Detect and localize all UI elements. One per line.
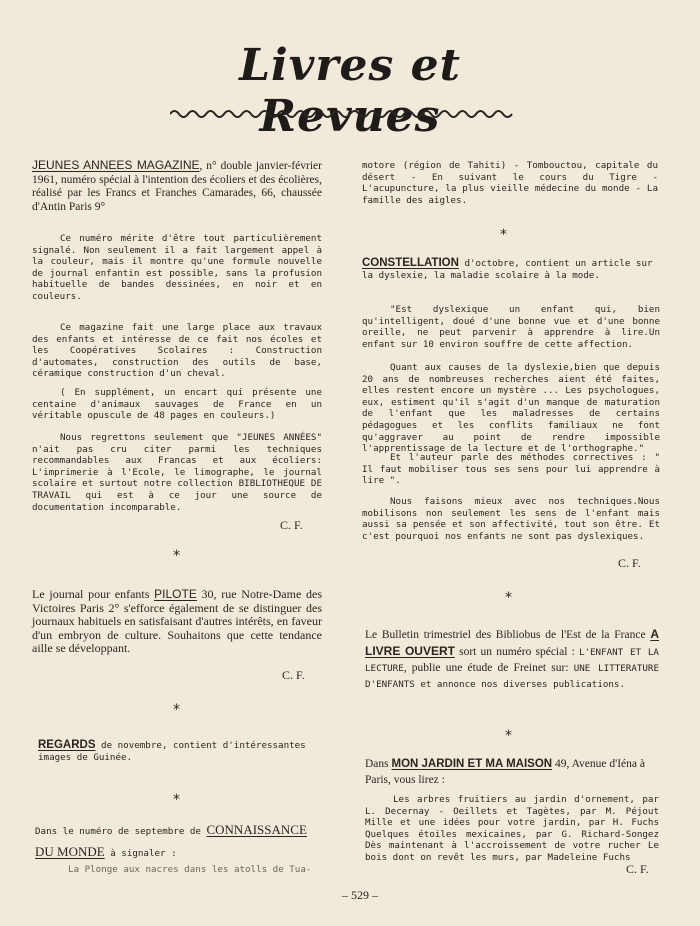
jeunes-annees-p1: Ce numéro mérite d'être tout particulièrement signalé. Non seulement il a fait largement appel à la couleur, mais il montre qu'une formule nouvelle de journal enfantin est possible, sans la profusion habituelle de bandes dessinées, en noir et en couleurs. (32, 233, 322, 302)
constellation-title: CONSTELLATION (362, 257, 459, 269)
page-title: Livres et Revues (239, 40, 461, 142)
page-number: – 529 – (342, 888, 378, 902)
signature: C. F. (282, 668, 305, 682)
separator-star: * (505, 728, 512, 744)
jeunes-annees-intro: JEUNES ANNEES MAGAZINE, n° double janvier-février 1961, numéro spécial à l'intention des écoliers et des écolières, réalisé par les Francs et Franches Camarades, 66, chaussée d'Antin Paris 9° (32, 158, 322, 213)
separator-star: * (173, 702, 180, 718)
enfant-lecture-title: L'ENFANT ET LA LECTURE (365, 647, 659, 674)
jardin-paragraph: Dans MON JARDIN ET MA MAISON 49, Avenue d'Iéna à Paris, vous lirez : (365, 758, 645, 786)
constellation-p4: Nous faisons mieux avec nos techniques.Nous mobilisons non seulement les sens de l'enfant mais aussi sa pensée et son affectivité, tout son être. Et c'est pourquoi nos enfants ne sont pas dyslexiques. (362, 496, 660, 542)
separator-star: * (173, 792, 180, 808)
constellation-p2: Quant aux causes de la dyslexie,bien que depuis 20 ans de nombreuses recherches aient été faites, elles restent encore un mystère ... Les psychologues, eux, estiment qu'il s'agit d'un manque de maturation de l'enfant que les maladresses de certains pédagogues et les conflits familiaux ne font qu'aggraver au point de rendre impossible l'apprentissage de la lecture et de l'orthographe." (362, 362, 660, 455)
litterature-enfants-title: UNE LITTERATURE D'ENFANTS (365, 663, 659, 690)
regards-title: REGARDS (38, 739, 96, 751)
pilote-paragraph: Le journal pour enfants PILOTE 30, rue Notre-Dame des Victoires Paris 2° s'efforce également de se distinguer des journaux habituels en satisfaisant d'autres intérêts, en faveur d'un embryon de culture. Souhaitons que cette tendance aille se développant. (32, 587, 322, 656)
signature: C. F. (626, 862, 649, 876)
connaissance-title: CONNAISSANCE DU MONDE (35, 822, 307, 859)
constellation-paragraph: CONSTELLATION d'octobre, contient un article sur la dyslexie, la maladie scolaire à la mode. (362, 257, 653, 281)
mon-jardin-title: MON JARDIN ET MA MAISON (391, 758, 553, 770)
separator-star: * (500, 227, 507, 243)
jeunes-annees-p2: Ce magazine fait une large place aux travaux des enfants et intéresse de ce fait nos écoles et les Coopératives Scolaires : Construction d'automates, construction des outils de base, céramique construction d'un cheval. (32, 322, 322, 380)
connaissance-continuation-right: motore (région de Tahiti) - Tombouctou, capitale du désert - En suivant le cours du Tigre - L'acupuncture, la plus vieille médecine du monde - La famille des aigles. (362, 160, 658, 206)
connaissance-paragraph: Dans le numéro de septembre de CONNAISSANCE DU MONDE à signaler : (35, 822, 307, 859)
constellation-p3: Et l'auteur parle des méthodes correctives : " Il faut mobiliser tous ses sens pour lui apprendre à lire ". (362, 452, 660, 487)
signature: C. F. (280, 518, 303, 532)
regards-paragraph: REGARDS de novembre, contient d'intéressantes images de Guinée. (38, 739, 306, 763)
signature: C. F. (618, 556, 641, 570)
separator-star: * (505, 590, 512, 606)
a-livre-ouvert-title: A LIVRE OUVERT (365, 627, 659, 658)
jardin-list: Les arbres fruitiers au jardin d'ornement, par L. Decernay - Oeillets et Tagètes, par M. Péjout Mille et une idées pour votre jardin, par H. Fuchs Quelques étoiles mexicaines, par G. Richard-Songez Dès maintenant à l'accroissement de votre rucher Le bois dont on revêt les murs, par Madeleine Fuchs (365, 794, 659, 863)
constellation-p1: "Est dyslexique un enfant qui, bien qu'intelligent, doué d'une bonne vue et d'une bonne oreille, ne peut parvenir à apprendre à lire.Un enfant sur 10 environ souffre de cette affection. (362, 304, 660, 350)
separator-star: * (173, 548, 180, 564)
jeunes-annees-title: JEUNES ANNEES MAGAZINE (32, 158, 200, 172)
connaissance-continuation: La Plonge aux nacres dans les atolls de Tua- (68, 864, 312, 875)
pilote-title: PILOTE (154, 587, 197, 601)
bulletin-paragraph: Le Bulletin trimestriel des Bibliobus de l'Est de la France A LIVRE OUVERT sort un numéro spécial : L'ENFANT ET LA LECTURE, publie une étude de Freinet sur: UNE LITTERATURE D'ENFANTS et annonce nos diverses publications. (365, 627, 659, 690)
title-wavy-rule (170, 108, 515, 120)
jeunes-annees-p3: ( En supplément, un encart qui présente une centaine d'animaux sauvages de France en un véritable opuscule de 48 pages en couleurs.) (32, 387, 322, 422)
jeunes-annees-p4: Nous regrettons seulement que "JEUNES ANNÉES" n'ait pas cru citer parmi les techniques recommandables aux Francas et aux écoliers: L'imprimerie à l'Ecole, le limographe, le journal scolaire et surtout notre collection BIBLIOTHEQUE DE TRAVAIL qui est à ce jour une source de documentation incomparable. (32, 432, 322, 513)
